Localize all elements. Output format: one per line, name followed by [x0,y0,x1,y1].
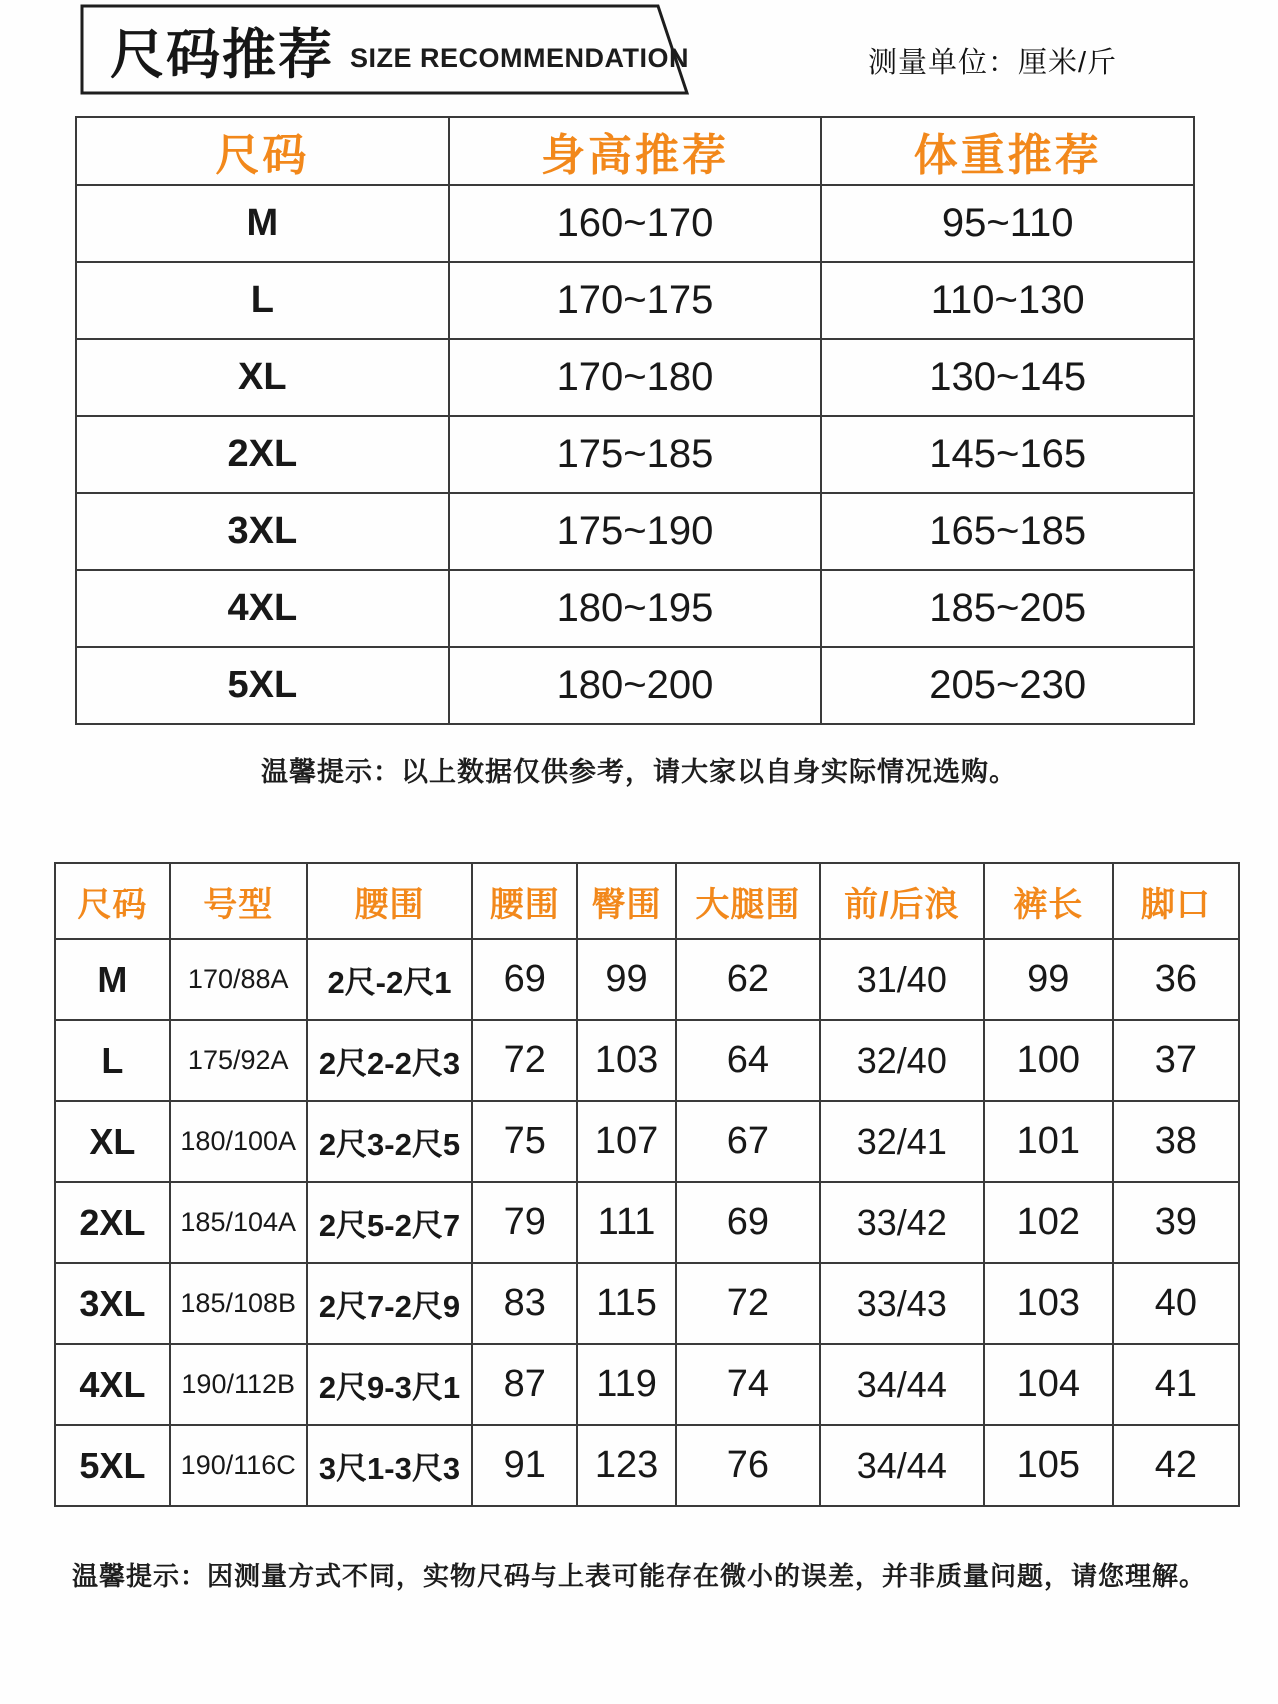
detail-table-cell: 41 [1113,1344,1239,1425]
detail-table-cell: 115 [577,1263,676,1344]
detail-table-row-4XL [55,1344,1239,1425]
size-table-header-2: 体重推荐 [821,117,1194,185]
detail-table-cell: 67 [676,1101,820,1182]
detail-table-cell: 79 [472,1182,577,1263]
size-table-cell: 170~175 [449,262,822,339]
size-table-cell: 5XL [76,647,449,724]
detail-table-cell: 99 [577,939,676,1020]
size-table-cell: 180~195 [449,570,822,647]
detail-table-cell: 33/42 [820,1182,984,1263]
detail-table-cell: 38 [1113,1101,1239,1182]
detail-table-cell: 75 [472,1101,577,1182]
detail-table-cell: 185/108B [170,1263,307,1344]
size-table-row-2XL [76,416,1194,493]
size-table-cell: 165~185 [821,493,1194,570]
detail-table-cell: 2尺5-2尺7 [307,1182,473,1263]
detail-table-cell: 5XL [55,1425,170,1506]
detail-table-header-row [55,863,1239,939]
detail-table-cell: 42 [1113,1425,1239,1506]
measure-unit-note: 测量单位：厘米/斤 [868,47,1118,79]
detail-table-cell: 102 [984,1182,1113,1263]
detail-table-cell: 175/92A [170,1020,307,1101]
size-table-cell: 145~165 [821,416,1194,493]
size-table-cell: 3XL [76,493,449,570]
detail-table-cell: M [55,939,170,1020]
size-table-cell: 130~145 [821,339,1194,416]
detail-table-cell: 72 [472,1020,577,1101]
detail-table-header-6: 前/后浪 [820,863,984,939]
detail-table-cell: 33/43 [820,1263,984,1344]
detail-table-cell: 74 [676,1344,820,1425]
detail-table-header-5: 大腿围 [676,863,820,939]
detail-table-header-0: 尺码 [55,863,170,939]
detail-table-row-2XL [55,1182,1239,1263]
size-table-cell: 2XL [76,416,449,493]
detail-table-cell: 91 [472,1425,577,1506]
detail-table-cell: 62 [676,939,820,1020]
size-table-header-1: 身高推荐 [449,117,822,185]
detail-table-cell: 2尺7-2尺9 [307,1263,473,1344]
detail-table-cell: 105 [984,1425,1113,1506]
size-table-cell: 110~130 [821,262,1194,339]
detail-table-cell: 32/41 [820,1101,984,1182]
size-recommendation-table [75,116,1195,725]
detail-table-cell: 69 [472,939,577,1020]
page-title: 尺码推荐 [110,24,334,85]
detail-table-cell: 170/88A [170,939,307,1020]
detail-table-cell: 31/40 [820,939,984,1020]
detail-table-header-2: 腰围 [307,863,473,939]
detail-table-header-4: 臀围 [577,863,676,939]
size-table-row-5XL [76,647,1194,724]
detail-table-cell: 2尺2-2尺3 [307,1020,473,1101]
detail-table-note: 温馨提示：因测量方式不同，实物尺码与上表可能存在微小的误差，并非质量问题，请您理解。 [71,1561,1206,1591]
title-box [80,4,690,96]
detail-table-header-1: 号型 [170,863,307,939]
detail-table-cell: 4XL [55,1344,170,1425]
size-table-row-M [76,185,1194,262]
detail-table-cell: 99 [984,939,1113,1020]
detail-table-cell: 2尺-2尺1 [307,939,473,1020]
detail-table-cell: 104 [984,1344,1113,1425]
detail-table-cell: 103 [577,1020,676,1101]
detail-table-cell: 3XL [55,1263,170,1344]
detail-table-row-M [55,939,1239,1020]
detail-table-cell: 72 [676,1263,820,1344]
detail-table-cell: 180/100A [170,1101,307,1182]
detail-table-header-8: 脚口 [1113,863,1239,939]
detail-table-cell: 83 [472,1263,577,1344]
detail-table-cell: 3尺1-3尺3 [307,1425,473,1506]
detail-table-cell: 34/44 [820,1425,984,1506]
detail-table-cell: 32/40 [820,1020,984,1101]
size-table-row-L [76,262,1194,339]
detail-table-header-7: 裤长 [984,863,1113,939]
size-table-cell: M [76,185,449,262]
size-table-cell: XL [76,339,449,416]
detail-table-cell: 40 [1113,1263,1239,1344]
size-table-header-row [76,117,1194,185]
detail-table-cell: 87 [472,1344,577,1425]
size-table-row-3XL [76,493,1194,570]
detail-table-cell: 119 [577,1344,676,1425]
size-table-cell: 175~185 [449,416,822,493]
size-table-cell: 175~190 [449,493,822,570]
detail-table-cell: 2尺3-2尺5 [307,1101,473,1182]
detail-table-row-L [55,1020,1239,1101]
detail-table-cell: 190/112B [170,1344,307,1425]
size-table-cell: 180~200 [449,647,822,724]
detail-table-cell: 103 [984,1263,1113,1344]
detail-measurement-table [54,862,1240,1507]
detail-table-cell: 185/104A [170,1182,307,1263]
detail-table-cell: 123 [577,1425,676,1506]
size-table-cell: 205~230 [821,647,1194,724]
size-table-note: 温馨提示：以上数据仅供参考，请大家以自身实际情况选购。 [261,757,1017,787]
detail-table-cell: L [55,1020,170,1101]
size-table-header-0: 尺码 [76,117,449,185]
size-table-cell: 185~205 [821,570,1194,647]
size-table-cell: 95~110 [821,185,1194,262]
detail-table-cell: XL [55,1101,170,1182]
detail-table-row-5XL [55,1425,1239,1506]
detail-table-cell: 190/116C [170,1425,307,1506]
detail-table-cell: 36 [1113,939,1239,1020]
detail-table-cell: 76 [676,1425,820,1506]
detail-table-cell: 2XL [55,1182,170,1263]
detail-table-cell: 2尺9-3尺1 [307,1344,473,1425]
detail-table-header-3: 腰围 [472,863,577,939]
detail-table-cell: 101 [984,1101,1113,1182]
detail-table-cell: 37 [1113,1020,1239,1101]
size-table-row-4XL [76,570,1194,647]
detail-table-cell: 39 [1113,1182,1239,1263]
detail-table-cell: 69 [676,1182,820,1263]
detail-table-row-3XL [55,1263,1239,1344]
detail-table-cell: 111 [577,1182,676,1263]
detail-table-row-XL [55,1101,1239,1182]
page-title-en: SIZE RECOMMENDATION [350,42,689,73]
detail-table-cell: 34/44 [820,1344,984,1425]
detail-table-cell: 64 [676,1020,820,1101]
size-table-cell: 170~180 [449,339,822,416]
size-table-cell: 160~170 [449,185,822,262]
size-table-cell: 4XL [76,570,449,647]
size-table-cell: L [76,262,449,339]
detail-table-cell: 107 [577,1101,676,1182]
size-table-row-XL [76,339,1194,416]
detail-table-cell: 100 [984,1020,1113,1101]
